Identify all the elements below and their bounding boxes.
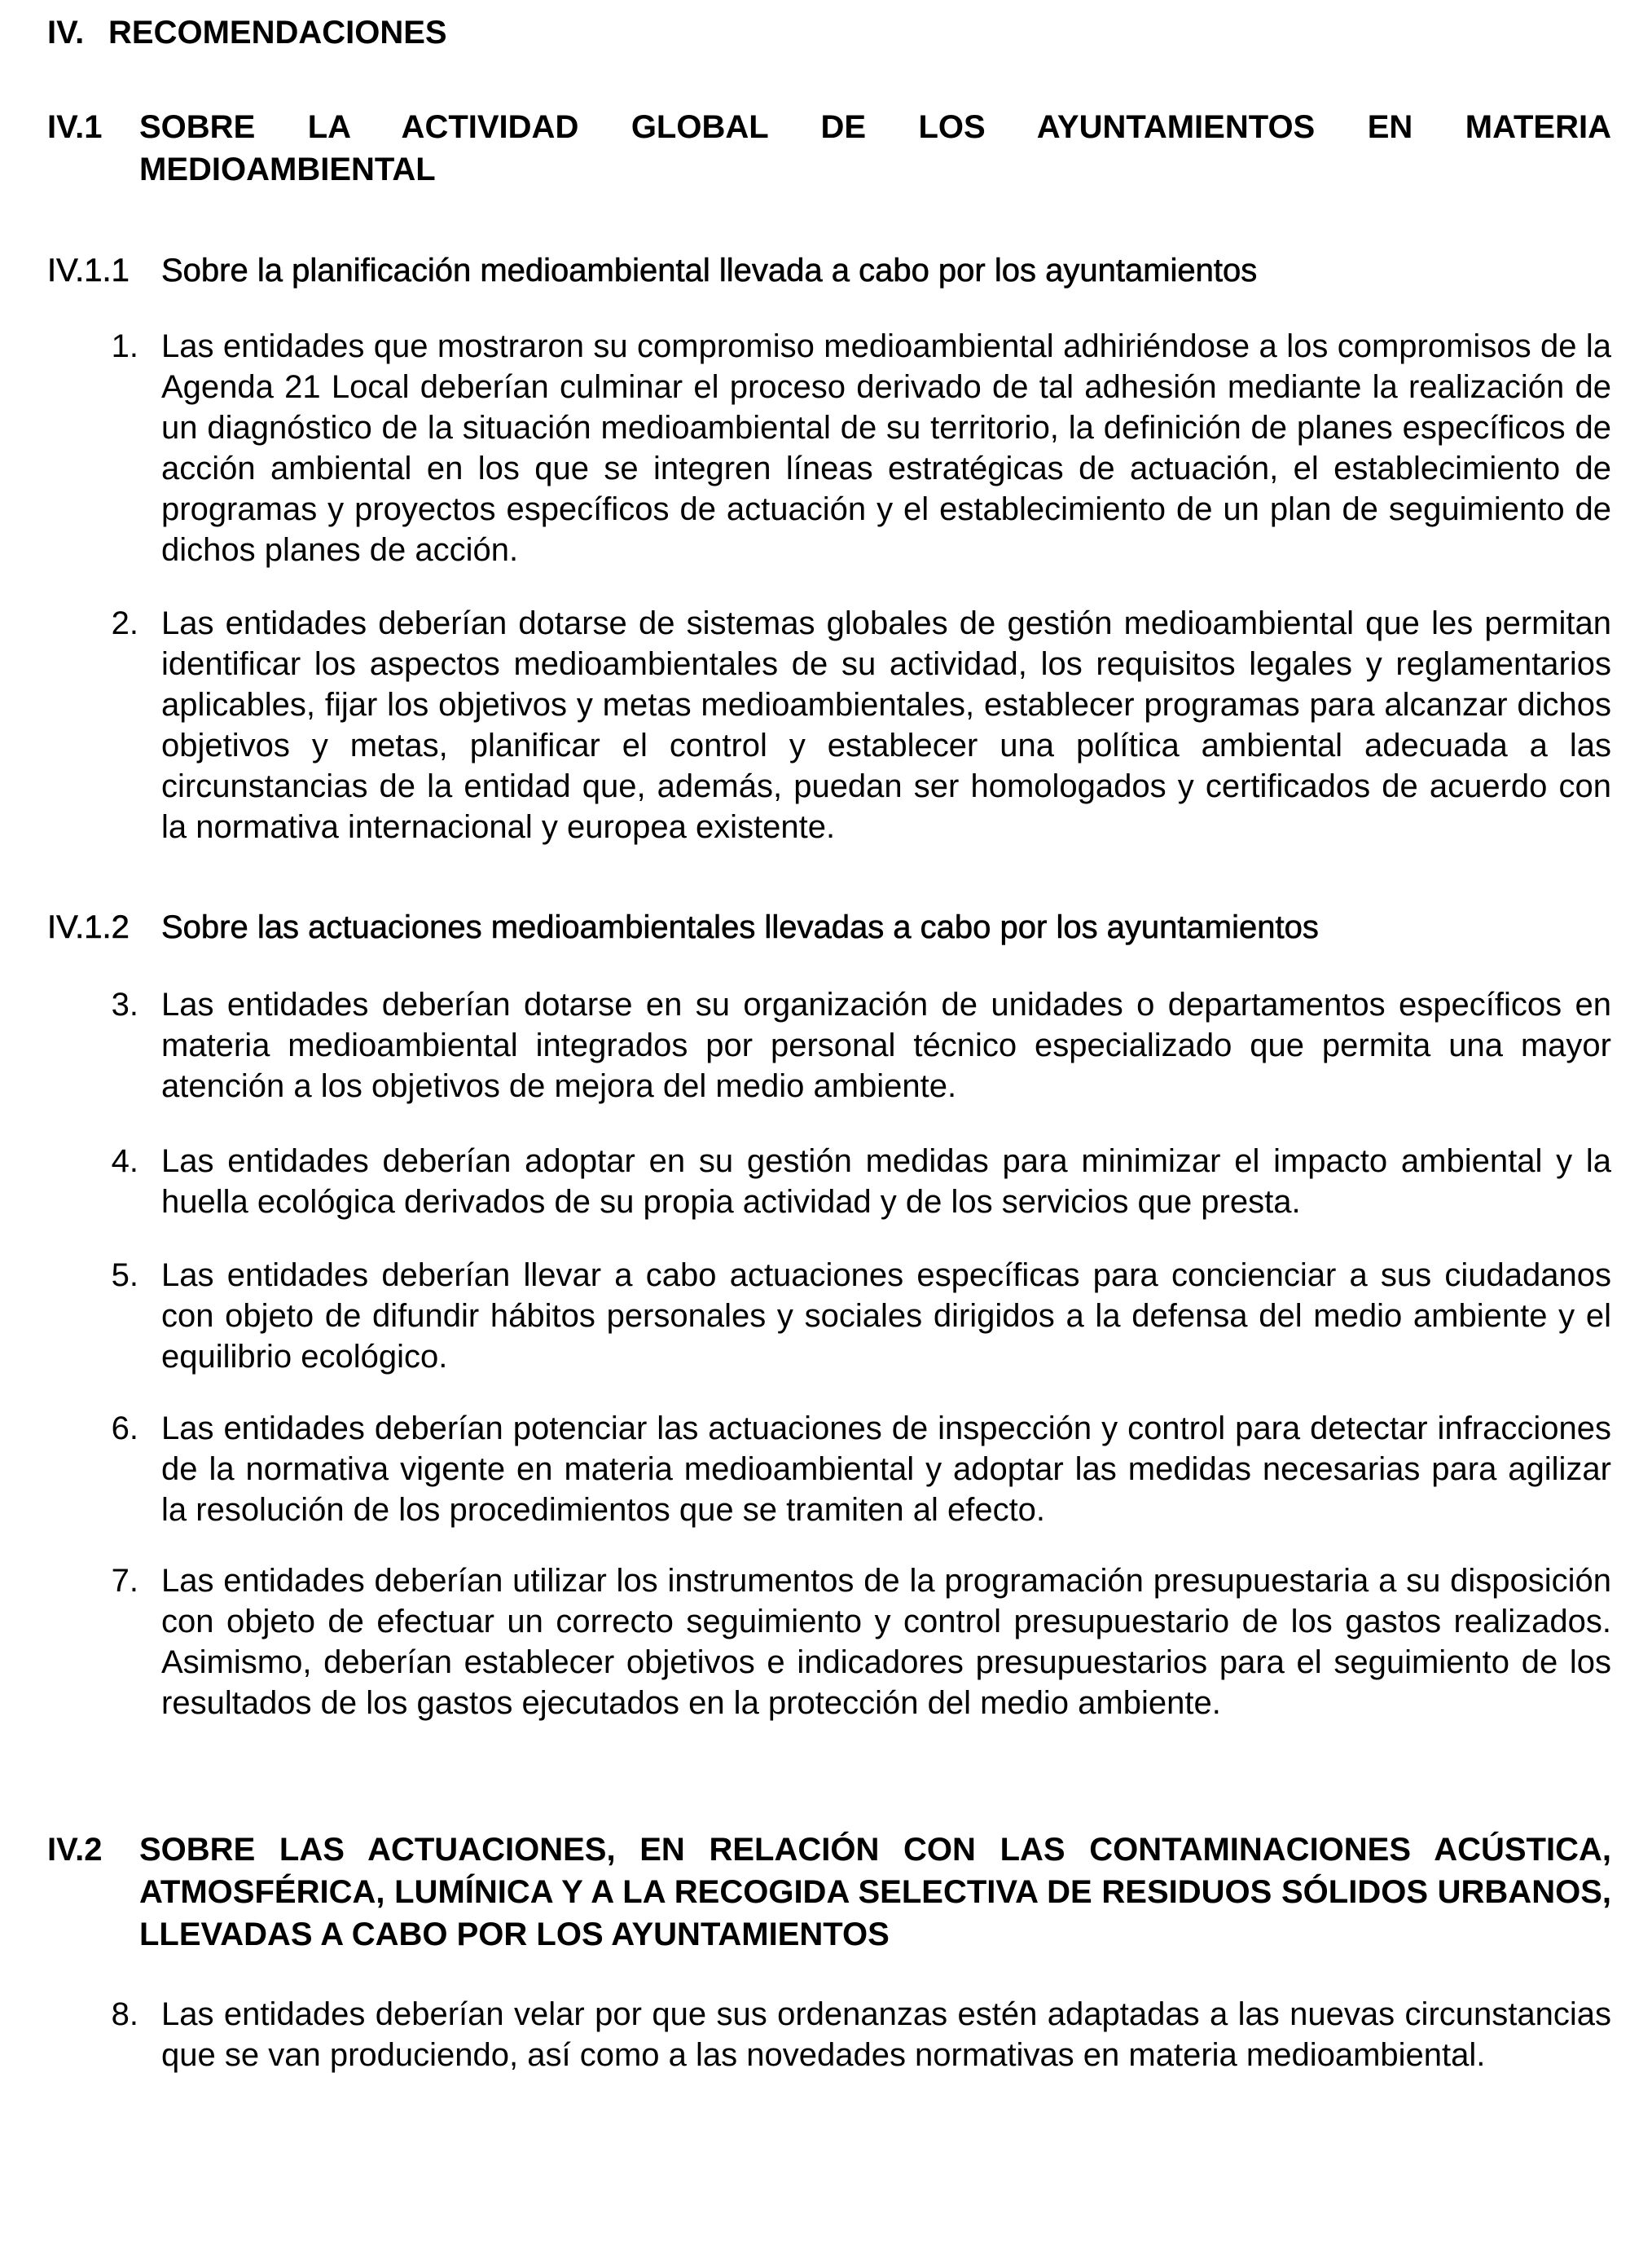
subsection-title-line-2: MEDIOAMBIENTAL (139, 152, 436, 187)
list-item-number: 4. (111, 1143, 138, 1179)
list-item-text: Las entidades deberían utilizar los instrumentos de la programación presupuestaria a su disposición con objeto de efectuar un correcto seguimiento y control presupuestario de los gastos realizados. Asimismo, deberían establecer objetivos e indicadores presupuestarios para el seguimiento de los resultados de los gastos ejecutados en la protección del medio ambiente. (161, 1563, 1611, 1721)
section-number: IV. (47, 15, 85, 51)
list-item (47, 1141, 1611, 1222)
list-item-number: 6. (111, 1410, 138, 1446)
list-item-number: 8. (111, 1996, 138, 2032)
list-item-number: 7. (111, 1563, 138, 1599)
section-heading (47, 11, 447, 54)
section-title: RECOMENDACIONES (108, 15, 447, 51)
list-item (47, 603, 1611, 847)
subsection-title: SOBRE LAS ACTUACIONES, EN RELACIÓN CON LAS CONTAMINACIONES ACÚSTICA, ATMOSFÉRICA, LUMÍNICA Y A LA RECOGIDA SELECTIVA DE RESIDUOS SÓLIDOS URBANOS, LLEVADAS A CABO POR LOS AYUNTAMIENTOS (139, 1832, 1611, 1952)
list-item (47, 1560, 1611, 1723)
list-item (47, 1994, 1611, 2075)
list-item-number: 1. (111, 328, 138, 364)
subsection-heading-iv-2 (47, 1829, 1611, 1956)
list-item-number: 5. (111, 1257, 138, 1293)
list-item (47, 1255, 1611, 1377)
list-item-text: Las entidades que mostraron su compromiso medioambiental adhiriéndose a los compromisos de la Agenda 21 Local deberían culminar el proceso derivado de tal adhesión mediante la realización de un diagnóstico de la situación medioambiental de su territorio, la definición de planes específicos de acción ambiental en los que se integren líneas estratégicas de actuación, el establecimiento de programas y proyectos específicos de actuación y el establecimiento de un plan de seguimiento de dichos planes de acción. (161, 328, 1611, 568)
subsection-number: IV.2 (47, 1832, 103, 1868)
subsubsection-title: Sobre la planificación medioambiental llevada a cabo por los ayuntamientos (161, 253, 1258, 288)
subsection-title (139, 106, 1611, 191)
list-item-text: Las entidades deberían potenciar las actuaciones de inspección y control para detectar infracciones de la normativa vigente en materia medioambiental y adoptar las medidas necesarias para agilizar la resolución de los procedimientos que se tramiten al efecto. (161, 1410, 1611, 1528)
subsubsection-title: Sobre las actuaciones medioambientales llevadas a cabo por los ayuntamientos (161, 909, 1319, 945)
list-item-text: Las entidades deberían velar por que sus ordenanzas estén adaptadas a las nuevas circunstancias que se van produciendo, así como a las novedades normativas en materia medioambiental. (161, 1996, 1611, 2073)
list-item-number: 2. (111, 605, 138, 641)
subsection-title-line-1: SOBRE LA ACTIVIDAD GLOBAL DE LOS AYUNTAMIENTOS EN MATERIA (139, 109, 1611, 145)
subsubsection-number: IV.1.1 (47, 253, 130, 288)
list-item (47, 1408, 1611, 1530)
list-item-text: Las entidades deberían llevar a cabo actuaciones específicas para concienciar a sus ciudadanos con objeto de difundir hábitos personales y sociales dirigidos a la defensa del medio ambiente y el equilibrio ecológico. (161, 1257, 1611, 1375)
subsection-number: IV.1 (47, 109, 103, 145)
document-page (47, 0, 1611, 2262)
subsubsection-heading-iv-1-1 (47, 249, 1611, 292)
list-item-number: 3. (111, 987, 138, 1023)
subsubsection-heading-iv-1-2 (47, 906, 1611, 948)
list-item (47, 326, 1611, 570)
list-item-text: Las entidades deberían adoptar en su gestión medidas para minimizar el impacto ambiental y la huella ecológica derivados de su propia actividad y de los servicios que presta. (161, 1143, 1611, 1220)
list-item (47, 984, 1611, 1107)
subsubsection-number: IV.1.2 (47, 909, 130, 945)
list-item-text: Las entidades deberían dotarse de sistemas globales de gestión medioambiental que les permitan identificar los aspectos medioambientales de su actividad, los requisitos legales y reglamentarios aplicables, fijar los objetivos y metas medioambientales, establecer programas para alcanzar dichos objetivos y metas, planificar el control y establecer una política ambiental adecuada a las circunstancias de la entidad que, además, puedan ser homologados y certificados de acuerdo con la normativa internacional y europea existente. (161, 605, 1611, 845)
list-item-text: Las entidades deberían dotarse en su organización de unidades o departamentos específicos en materia medioambiental integrados por personal técnico especializado que permita una mayor atención a los objetivos de mejora del medio ambiente. (161, 987, 1611, 1104)
subsection-heading-iv-1 (47, 106, 1611, 191)
